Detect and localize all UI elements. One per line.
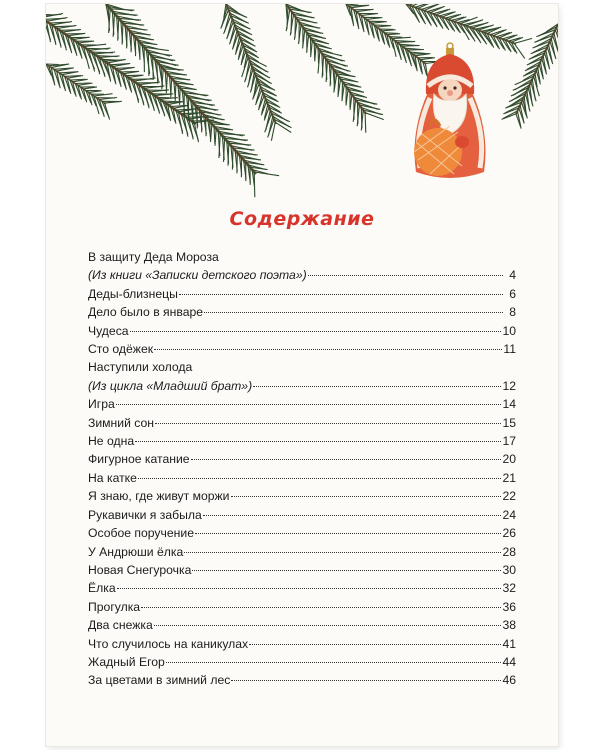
toc-entry-title: Игра (88, 397, 115, 412)
toc-entry-title: Я знаю, где живут моржи (88, 489, 230, 504)
toc-entry-row (88, 635, 516, 653)
toc-entry-row (88, 469, 516, 487)
toc-entry-title: За цветами в зимний лес (88, 673, 231, 688)
dot-leader (116, 404, 502, 405)
toc-entry (88, 671, 516, 689)
toc-entry-row (88, 266, 516, 284)
toc-entry (88, 414, 516, 432)
toc-entry-row (88, 616, 516, 634)
toc-entry (88, 653, 516, 671)
dot-leader (141, 607, 501, 608)
toc-entry-title: Особое поручение (88, 526, 194, 541)
toc-entry (88, 579, 516, 597)
dot-leader (249, 644, 501, 645)
toc-entry-row (88, 395, 516, 413)
toc-page-number: 26 (502, 526, 516, 541)
toc-entry (88, 248, 516, 285)
toc-entry-row (88, 598, 516, 616)
toc-page-number: 14 (502, 397, 516, 412)
toc-entry-row (88, 303, 516, 321)
toc-entry-title: На катке (88, 470, 137, 485)
dot-leader (130, 331, 502, 332)
dot-leader (191, 459, 502, 460)
toc-entry (88, 506, 516, 524)
toc-entry (88, 395, 516, 413)
decoration-illustration (46, 4, 558, 234)
toc-entry (88, 598, 516, 616)
toc-entry-title: Дело было в январе (88, 305, 204, 320)
toc-page-number: 4 (509, 268, 516, 283)
toc-page-number: 38 (502, 618, 516, 633)
toc-entry-row (88, 322, 516, 340)
dot-leader (308, 275, 503, 276)
dot-leader (117, 588, 502, 589)
toc-entry-title: Два снежка (88, 618, 153, 633)
toc-entry-title: Прогулка (88, 599, 141, 614)
toc-entry (88, 635, 516, 653)
toc-page-number: 10 (502, 323, 516, 338)
dot-leader (195, 533, 501, 534)
toc-page-number: 8 (509, 305, 516, 320)
toc-entry-title: Рукавички я забыла (88, 507, 202, 522)
toc-entry-row (88, 450, 516, 468)
dot-leader (135, 441, 501, 442)
dot-leader (203, 515, 502, 516)
toc-entry (88, 322, 516, 340)
toc-entry-title: Зимний сон (88, 415, 155, 430)
toc-entry (88, 524, 516, 542)
toc-entry-title: Жадный Егор (88, 654, 165, 669)
toc-entry (88, 432, 516, 450)
toc-page-number: 6 (509, 286, 516, 301)
toc-entry-row (88, 561, 516, 579)
toc-entry-row (88, 543, 516, 561)
toc-entry-title: Наступили холода (88, 360, 193, 375)
toc-entry-subtitle: (Из книги «Записки детского поэта») (88, 268, 307, 283)
toc-entry-row (88, 377, 516, 395)
toc-entry-title: Сто одёжек (88, 342, 154, 357)
dot-leader (192, 570, 501, 571)
table-of-contents (88, 248, 516, 690)
toc-entry-title: Ёлка (88, 581, 116, 596)
toc-page-number: 44 (502, 654, 516, 669)
page-title: Содержание (229, 208, 375, 230)
toc-page-number: 12 (502, 378, 516, 393)
toc-entry (88, 487, 516, 505)
toc-page-number: 21 (502, 470, 516, 485)
dot-leader (253, 386, 501, 387)
toc-entry (88, 616, 516, 634)
toc-entry-title: У Андрюши ёлка (88, 544, 184, 559)
dot-leader (184, 552, 501, 553)
toc-entry-title: Чудеса (88, 323, 129, 338)
toc-page-number: 17 (502, 434, 516, 449)
toc-entry-title: Фигурное катание (88, 452, 190, 467)
toc-page-number: 15 (502, 415, 516, 430)
toc-entry (88, 450, 516, 468)
dot-leader (154, 349, 502, 350)
dot-leader (204, 312, 503, 313)
toc-entry-row (88, 579, 516, 597)
dot-leader (231, 496, 502, 497)
toc-entry-row (88, 340, 516, 358)
toc-entry-row (88, 285, 516, 303)
toc-entry-title: Деды-близнецы (88, 286, 178, 301)
toc-entry-subtitle: (Из цикла «Младший брат») (88, 378, 253, 393)
toc-page-number: 36 (502, 599, 516, 614)
toc-entry-row (88, 487, 516, 505)
dot-leader (154, 625, 502, 626)
toc-entry (88, 358, 516, 395)
dot-leader (231, 680, 501, 681)
dot-leader (179, 294, 503, 295)
toc-entry-title: В защиту Деда Мороза (88, 250, 219, 264)
toc-page-number: 28 (502, 544, 516, 559)
toc-entry-row (88, 506, 516, 524)
toc-page-number: 24 (502, 507, 516, 522)
toc-entry-row (88, 432, 516, 450)
toc-entry (88, 303, 516, 321)
toc-entry-title: Не одна (88, 434, 135, 449)
toc-entry (88, 469, 516, 487)
toc-entry-title: Что случилось на каникулах (88, 636, 249, 651)
dot-leader (138, 478, 502, 479)
toc-entry-row (88, 524, 516, 542)
toc-page-number: 32 (502, 581, 516, 596)
toc-entry (88, 561, 516, 579)
toc-entry-row (88, 653, 516, 671)
toc-page-number: 11 (503, 342, 516, 357)
toc-page-number: 41 (502, 636, 516, 651)
toc-page-number: 30 (502, 562, 516, 577)
toc-page-number: 46 (502, 673, 516, 688)
toc-entry-row (88, 414, 516, 432)
toc-entry (88, 340, 516, 358)
toc-entry-title: Новая Снегурочка (88, 562, 192, 577)
book-page (46, 4, 558, 746)
dot-leader (155, 423, 501, 424)
dot-leader (166, 662, 502, 663)
toc-entry-row (88, 671, 516, 689)
toc-page-number: 20 (502, 452, 516, 467)
toc-page-number: 22 (502, 489, 516, 504)
toc-entry (88, 543, 516, 561)
toc-entry (88, 285, 516, 303)
